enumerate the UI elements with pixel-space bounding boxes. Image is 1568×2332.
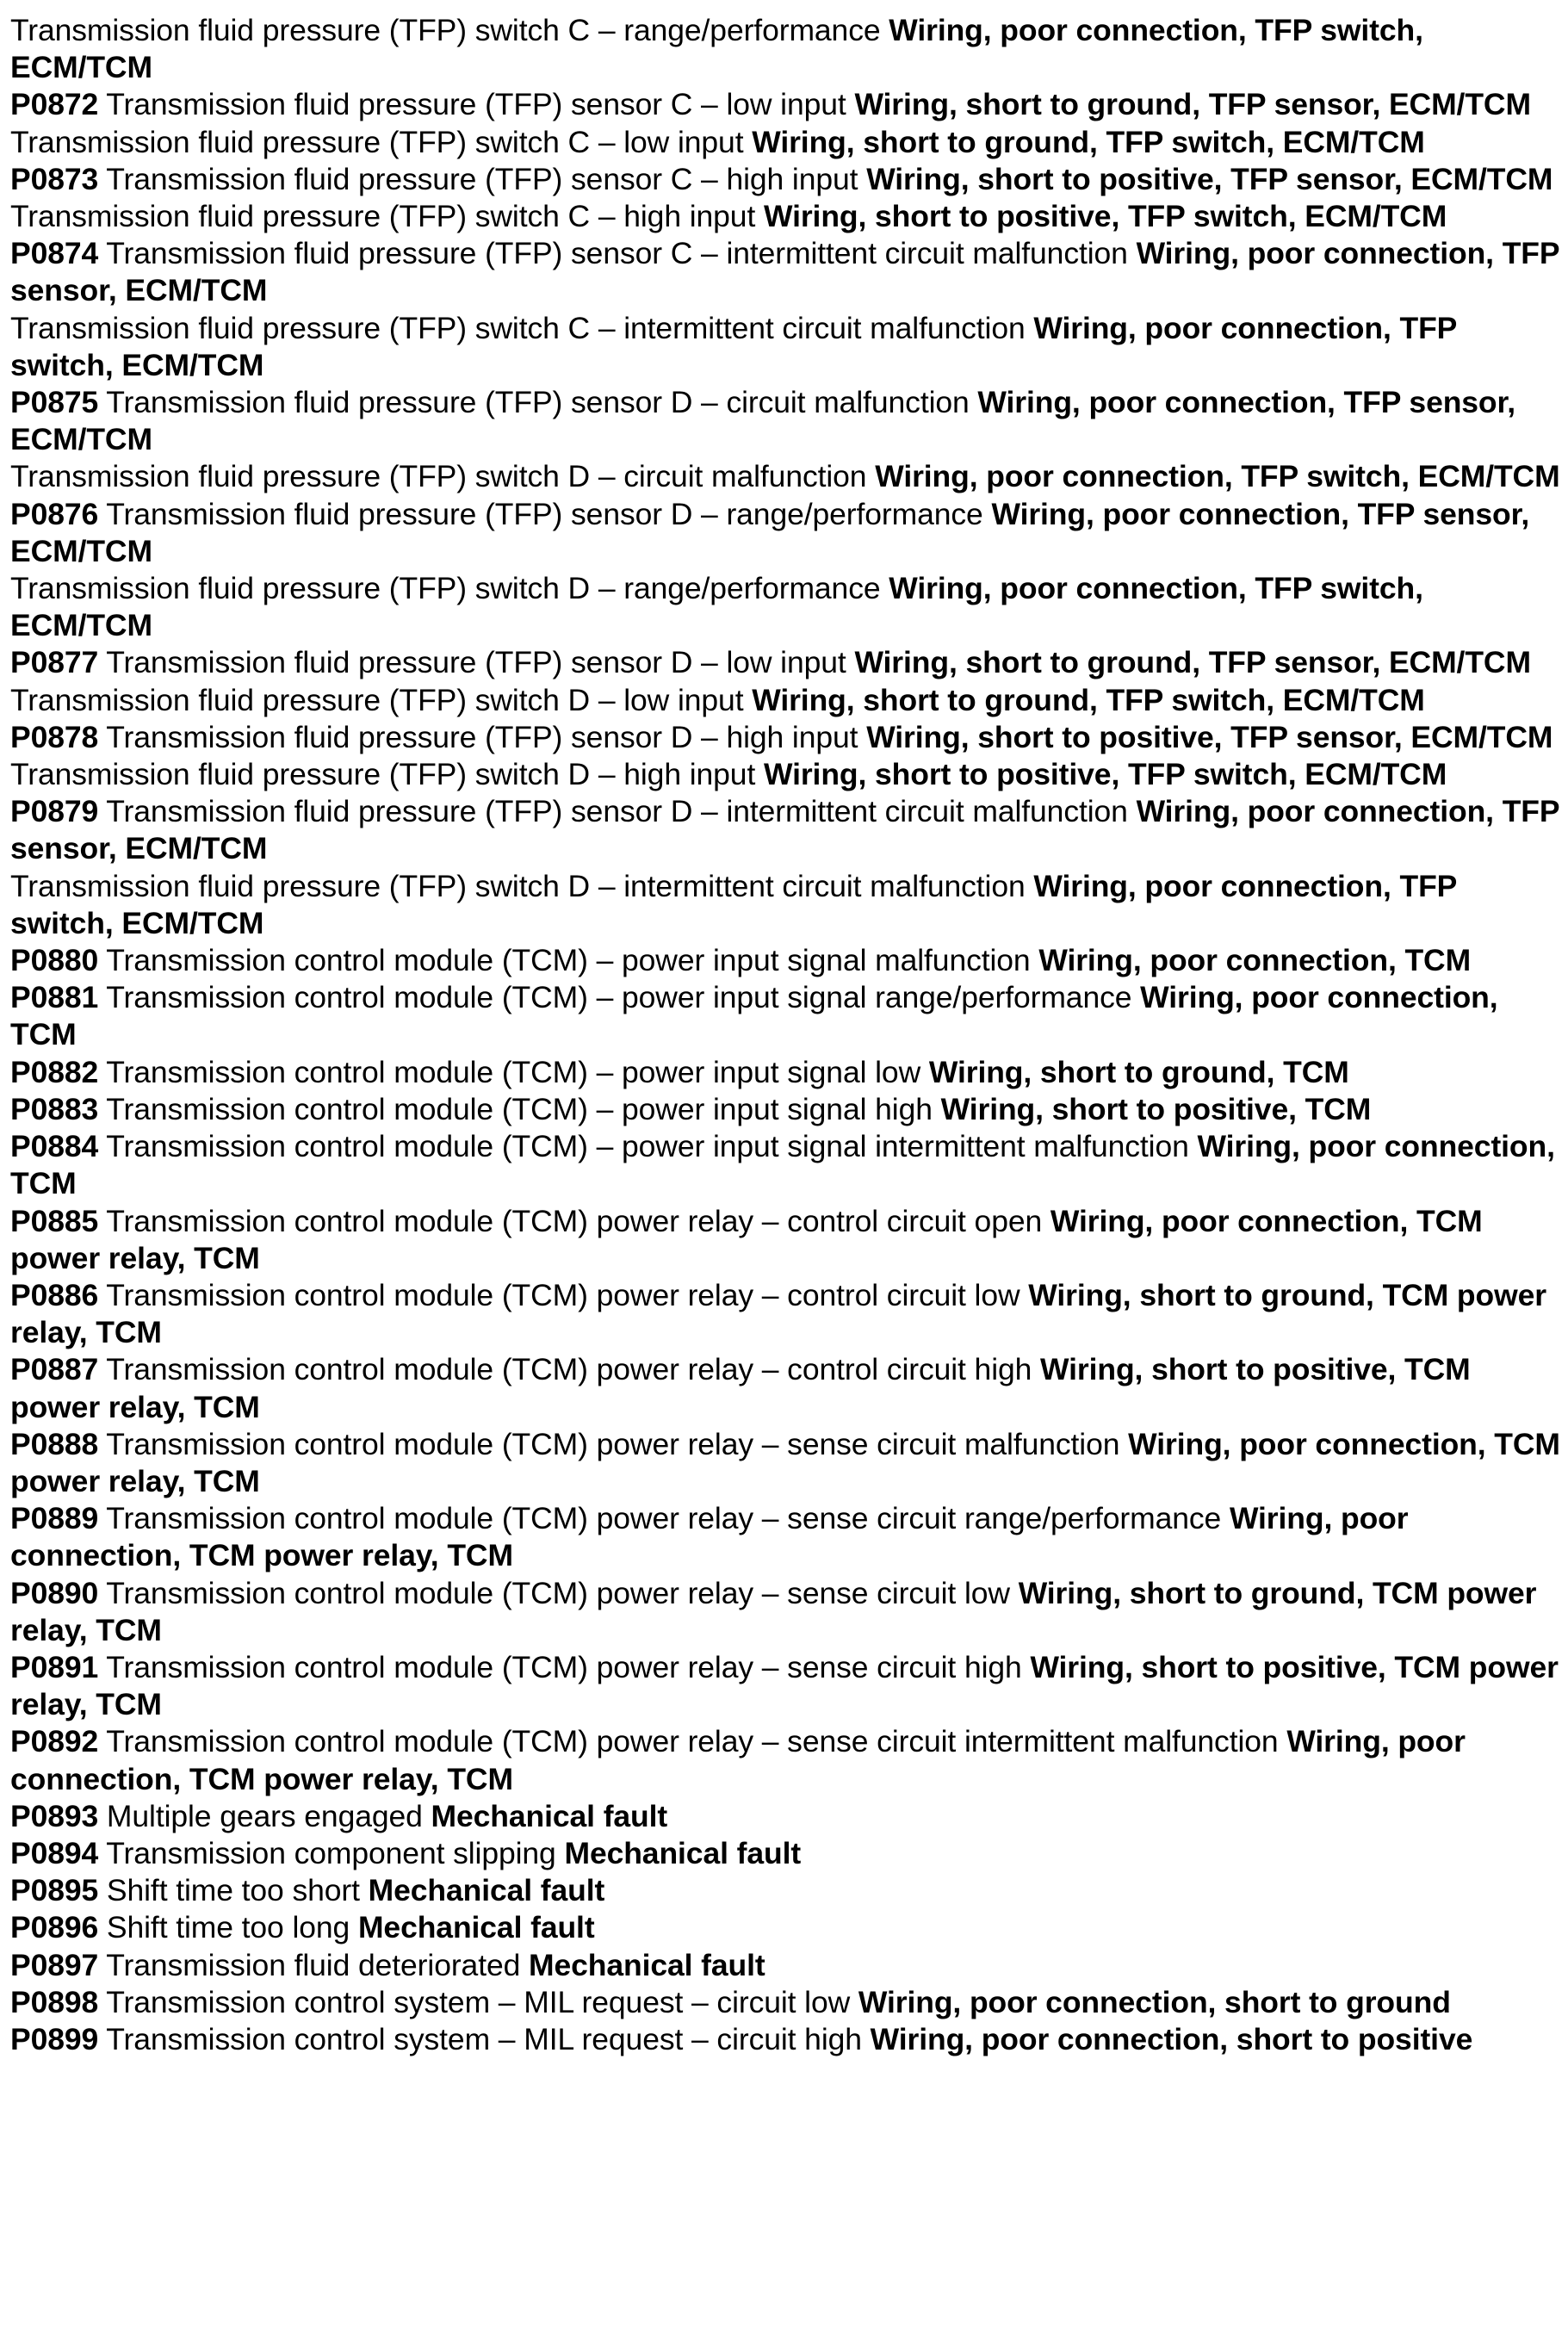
probable-cause: Wiring, poor connection, TFP sensor, ECM/TCM [10,794,1559,866]
fault-description: Transmission control system – MIL request – circuit high [106,2021,862,2056]
fault-description: Transmission control module (TCM) power relay – sense circuit range/performance [106,1501,1222,1536]
fault-description: Transmission fluid pressure (TFP) sensor D – intermittent circuit malfunction [106,794,1128,829]
fault-code: P0876 [10,496,99,531]
fault-description: Transmission control module (TCM) power relay – control circuit low [106,1277,1020,1312]
fault-code: P0895 [10,1873,99,1908]
fault-description: Transmission control module (TCM) power relay – control circuit open [106,1203,1043,1238]
fault-code: P0884 [10,1129,99,1164]
fault-description: Transmission control module (TCM) – power input signal intermittent malfunction [106,1129,1189,1164]
fault-code-entry [10,1947,1560,1984]
fault-code-entry [10,1909,1560,1946]
fault-description: Transmission fluid pressure (TFP) switch D – high input [10,757,756,792]
fault-code-entry [10,942,1560,979]
probable-cause: Mechanical fault [357,1910,595,1945]
probable-cause: Wiring, short to positive, TFP switch, ECM/TCM [763,757,1447,792]
probable-cause: Wiring, poor connection, short to ground [858,1984,1451,2019]
fault-code-entry [10,1872,1560,1909]
fault-code: P0888 [10,1426,99,1461]
fault-code-entry [10,1091,1560,1128]
fault-code: P0880 [10,943,99,978]
probable-cause: Wiring, poor connection, TFP switch, ECM/TCM [875,459,1560,494]
fault-code: P0891 [10,1649,99,1684]
probable-cause: Wiring, short to ground, TFP sensor, ECM/TCM [854,87,1531,122]
fault-description: Transmission fluid pressure (TFP) switch D – low input [10,682,744,717]
fault-code-entry [10,1203,1560,1277]
probable-cause: Wiring, short to positive, TCM power relay, TCM [10,1649,1559,1722]
fault-description: Transmission control module (TCM) power relay – sense circuit low [106,1575,1010,1610]
fault-code-entry [10,1984,1560,2021]
fault-code-entry [10,570,1560,644]
probable-cause: Mechanical fault [368,1873,605,1908]
fault-code-entry [10,458,1560,495]
probable-cause: Wiring, poor connection, TCM power relay, TCM [10,1426,1560,1498]
fault-code: P0879 [10,794,99,829]
fault-description: Transmission control module (TCM) power relay – sense circuit malfunction [106,1426,1120,1461]
fault-code: P0875 [10,385,99,420]
probable-cause: Wiring, short to positive, TCM [940,1091,1372,1126]
probable-cause: Wiring, poor connection, TCM power relay, TCM [10,1203,1483,1275]
probable-cause: Wiring, short to positive, TFP switch, ECM/TCM [763,199,1447,234]
fault-description: Transmission control module (TCM) – power input signal malfunction [106,943,1031,978]
fault-code-entry [10,1500,1560,1574]
fault-code: P0897 [10,1947,99,1982]
probable-cause: Wiring, poor connection, TCM power relay, TCM [10,1724,1466,1796]
fault-description: Transmission control module (TCM) – power input signal low [106,1054,921,1089]
fault-code: P0874 [10,236,99,271]
fault-description: Transmission control module (TCM) – power input signal high [106,1091,933,1126]
fault-code-entry [10,1835,1560,1872]
fault-code-entry [10,719,1560,756]
fault-code-entry [10,1054,1560,1091]
probable-cause: Wiring, short to ground, TCM [928,1054,1349,1089]
fault-code-entry [10,2021,1560,2058]
fault-description: Multiple gears engaged [106,1798,423,1833]
fault-description: Transmission fluid deteriorated [106,1947,521,1982]
fault-code: P0877 [10,645,99,680]
fault-code: P0886 [10,1277,99,1312]
fault-code-entry [10,235,1560,309]
fault-description: Transmission fluid pressure (TFP) switch D – circuit malfunction [10,459,867,494]
probable-cause: Wiring, poor connection, TFP switch, ECM/TCM [10,310,1457,382]
fault-code: P0889 [10,1501,99,1536]
fault-code-entry [10,644,1560,681]
fault-code-entry [10,1351,1560,1425]
fault-code: P0872 [10,87,99,122]
fault-description: Transmission fluid pressure (TFP) switch D – range/performance [10,571,881,606]
fault-code-entry [10,979,1560,1053]
fault-description: Transmission control system – MIL request – circuit low [106,1984,851,2019]
fault-code: P0896 [10,1910,99,1945]
probable-cause: Wiring, poor connection, TCM power relay, TCM [10,1501,1409,1573]
fault-code: P0885 [10,1203,99,1238]
probable-cause: Wiring, poor connection, TCM [10,980,1498,1052]
fault-code-entry [10,682,1560,719]
fault-code-entry [10,161,1560,198]
fault-code-entry [10,756,1560,793]
probable-cause: Wiring, poor connection, TCM [1038,943,1472,978]
fault-description: Transmission fluid pressure (TFP) sensor C – intermittent circuit malfunction [106,236,1128,271]
fault-code: P0882 [10,1054,99,1089]
fault-code-entry [10,1426,1560,1500]
fault-code: P0881 [10,980,99,1015]
probable-cause: Wiring, short to positive, TCM power relay, TCM [10,1352,1471,1424]
probable-cause: Wiring, short to ground, TFP switch, ECM/TCM [752,124,1425,159]
probable-cause: Wiring, short to positive, TFP sensor, ECM/TCM [866,161,1553,196]
fault-code-entry [10,1575,1560,1649]
fault-code: P0883 [10,1091,99,1126]
fault-code: P0894 [10,1835,99,1870]
fault-code: P0873 [10,161,99,196]
probable-cause: Wiring, poor connection, TFP sensor, ECM/TCM [10,385,1516,457]
fault-description: Transmission component slipping [106,1835,556,1870]
fault-description: Transmission fluid pressure (TFP) sensor D – range/performance [106,496,983,531]
fault-code-entry [10,793,1560,867]
fault-code-entry [10,310,1560,384]
fault-code-entry [10,86,1560,123]
fault-description: Transmission fluid pressure (TFP) switch C – low input [10,124,744,159]
probable-cause: Wiring, short to ground, TCM power relay, TCM [10,1575,1537,1647]
fault-description: Transmission fluid pressure (TFP) switch C – high input [10,199,756,234]
fault-description: Transmission control module (TCM) power relay – control circuit high [106,1352,1032,1387]
fault-code-entry [10,1277,1560,1351]
fault-description: Transmission fluid pressure (TFP) switch C – intermittent circuit malfunction [10,310,1026,345]
fault-description: Transmission fluid pressure (TFP) switch D – intermittent circuit malfunction [10,868,1026,903]
fault-code: P0899 [10,2021,99,2056]
probable-cause: Mechanical fault [564,1835,802,1870]
fault-code: P0887 [10,1352,99,1387]
probable-cause: Mechanical fault [529,1947,765,1982]
probable-cause: Wiring, poor connection, TFP switch, ECM/TCM [10,13,1423,85]
fault-code: P0878 [10,719,99,754]
probable-cause: Wiring, short to ground, TFP sensor, ECM/TCM [854,645,1531,680]
fault-description: Transmission fluid pressure (TFP) sensor C – high input [106,161,858,196]
probable-cause: Wiring, poor connection, TFP switch, ECM/TCM [10,868,1457,940]
fault-code: P0892 [10,1724,99,1759]
fault-code-entry [10,868,1560,942]
fault-code-entry [10,12,1560,86]
fault-description: Transmission control module (TCM) – power input signal range/performance [106,980,1132,1015]
probable-cause: Wiring, short to ground, TFP switch, ECM/TCM [752,682,1425,717]
fault-code-entry [10,1723,1560,1797]
fault-code: P0890 [10,1575,99,1610]
probable-cause: Wiring, poor connection, TFP sensor, ECM/TCM [10,496,1530,568]
probable-cause: Mechanical fault [431,1798,668,1833]
fault-code-entry [10,1649,1560,1723]
fault-description: Transmission fluid pressure (TFP) sensor D – high input [106,719,858,754]
fault-code: P0898 [10,1984,99,2019]
fault-description: Transmission fluid pressure (TFP) sensor D – low input [106,645,846,680]
fault-description: Transmission fluid pressure (TFP) sensor C – low input [106,87,846,122]
fault-code-entry [10,124,1560,161]
fault-code-list [10,12,1560,2058]
fault-code-entry [10,1798,1560,1835]
probable-cause: Wiring, poor connection, TCM [10,1129,1555,1201]
probable-cause: Wiring, poor connection, short to positive [870,2021,1473,2056]
fault-code: P0893 [10,1798,99,1833]
fault-description: Transmission fluid pressure (TFP) sensor D – circuit malfunction [106,385,970,420]
probable-cause: Wiring, short to ground, TCM power relay, TCM [10,1277,1546,1350]
fault-code-entry [10,496,1560,570]
fault-code-entry [10,198,1560,235]
fault-description: Shift time too short [106,1873,360,1908]
fault-description: Shift time too long [106,1910,350,1945]
probable-cause: Wiring, poor connection, TFP sensor, ECM/TCM [10,236,1559,308]
probable-cause: Wiring, short to positive, TFP sensor, ECM/TCM [866,719,1553,754]
fault-code-entry [10,384,1560,458]
fault-code-entry [10,1128,1560,1202]
fault-description: Transmission fluid pressure (TFP) switch C – range/performance [10,13,881,47]
probable-cause: Wiring, poor connection, TFP switch, ECM/TCM [10,571,1423,643]
fault-description: Transmission control module (TCM) power relay – sense circuit intermittent malfunction [106,1724,1279,1759]
fault-description: Transmission control module (TCM) power relay – sense circuit high [106,1649,1022,1684]
